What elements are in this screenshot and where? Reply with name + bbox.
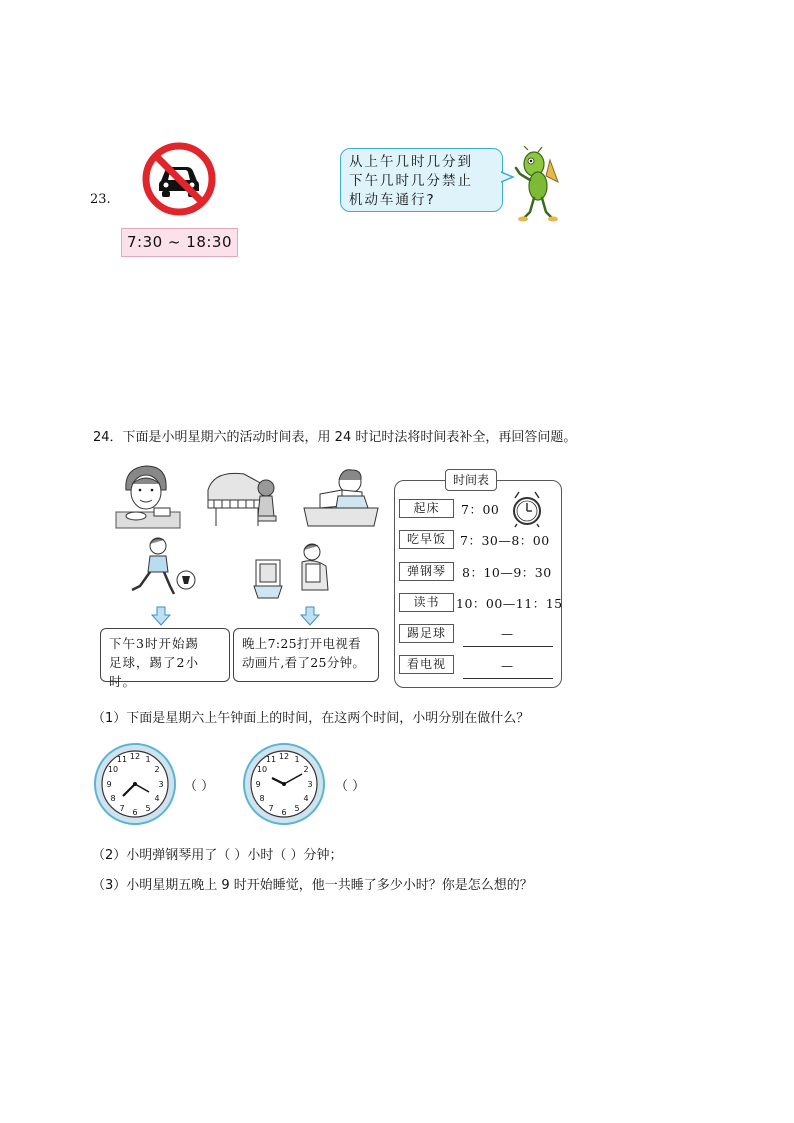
schedule-time-wake: 7：00 — [461, 502, 500, 517]
clock-face-icon — [93, 742, 177, 826]
svg-text:7: 7 — [268, 804, 274, 813]
football-child-illustration-icon — [128, 536, 198, 598]
speech-line-1: 从上午几时几分到 — [349, 154, 473, 170]
svg-text:10: 10 — [256, 765, 268, 774]
schedule-label-reading: 读书 — [399, 593, 454, 612]
piano-child-illustration-icon — [204, 464, 284, 528]
eating-child-illustration-icon — [114, 460, 182, 530]
svg-text:6: 6 — [281, 808, 287, 817]
svg-text:11: 11 — [116, 755, 128, 764]
svg-text:5: 5 — [294, 804, 300, 813]
schedule-title: 时间表 — [445, 469, 497, 491]
clock-2-answer-blank[interactable]: （ ） — [335, 779, 366, 794]
schedule-label-breakfast: 吃早饭 — [399, 530, 454, 549]
football-info-box — [100, 628, 230, 689]
svg-text:12: 12 — [278, 752, 290, 761]
schedule-time-tv: — — [501, 659, 513, 673]
svg-text:6: 6 — [132, 808, 138, 817]
down-arrow-icon — [300, 606, 320, 626]
schedule-label-wake: 起床 — [399, 499, 454, 518]
speech-line-3: 机动车通行? — [349, 192, 436, 208]
football-answer-line[interactable] — [463, 645, 553, 647]
svg-text:2: 2 — [303, 765, 309, 774]
svg-text:9: 9 — [106, 780, 112, 789]
football-info-line-2: 足球，踢了2小时。 — [109, 655, 199, 689]
reading-child-illustration-icon — [302, 464, 382, 530]
clock-1-answer-blank[interactable]: （ ） — [184, 779, 215, 794]
svg-text:4: 4 — [303, 794, 309, 803]
question-24-title: 24．下面是小明星期六的活动时间表，用 24 时记时法将时间表补全，再回答问题。 — [93, 430, 577, 445]
speech-bubble — [340, 148, 503, 212]
svg-text:10: 10 — [107, 765, 119, 774]
schedule-time-reading: 10：00—11：15 — [456, 596, 563, 611]
sub-question-3: （3）小明星期五晚上 9 时开始睡觉，他一共睡了多少小时？你是怎么想的？ — [92, 878, 533, 893]
no-vehicle-sign-icon — [141, 141, 217, 217]
svg-text:8: 8 — [259, 794, 265, 803]
schedule-time-piano: 8：10—9：30 — [462, 565, 552, 580]
svg-text:11: 11 — [265, 755, 277, 764]
tv-child-illustration-icon — [252, 540, 348, 600]
question-23-number: 23. — [90, 192, 111, 207]
football-info-line-1: 下午3时开始踢 — [109, 636, 199, 651]
svg-text:4: 4 — [154, 794, 160, 803]
svg-text:3: 3 — [158, 780, 164, 789]
alarm-clock-icon — [509, 490, 545, 528]
svg-text:3: 3 — [307, 780, 313, 789]
schedule-label-tv: 看电视 — [399, 655, 454, 674]
svg-text:5: 5 — [145, 804, 151, 813]
schedule-time-football: — — [501, 627, 513, 641]
svg-text:2: 2 — [154, 765, 160, 774]
schedule-label-piano: 弹钢琴 — [399, 562, 454, 581]
tv-info-line-1: 晚上7:25打开电视看 — [242, 636, 361, 651]
svg-text:1: 1 — [294, 755, 300, 764]
schedule-label-football: 踢足球 — [399, 624, 454, 643]
time-range-label: 7:30 ~ 18:30 — [121, 228, 238, 257]
tv-info-line-2: 动画片,看了25分钟。 — [242, 655, 366, 670]
grasshopper-character-icon — [512, 146, 562, 224]
svg-text:8: 8 — [110, 794, 116, 803]
svg-text:12: 12 — [129, 752, 141, 761]
tv-answer-line[interactable] — [463, 677, 553, 679]
schedule-time-breakfast: 7：30—8：00 — [460, 533, 550, 548]
down-arrow-icon — [151, 606, 171, 626]
clock-face-icon — [242, 742, 326, 826]
svg-text:1: 1 — [145, 755, 151, 764]
svg-text:7: 7 — [119, 804, 125, 813]
svg-text:9: 9 — [255, 780, 261, 789]
speech-line-2: 下午几时几分禁止 — [349, 173, 473, 189]
sub-question-2: （2）小明弹钢琴用了（ ）小时（ ）分钟； — [92, 848, 343, 863]
tv-info-box — [233, 628, 379, 682]
sub-question-1: （1）下面是星期六上午钟面上的时间，在这两个时间，小明分别在做什么？ — [92, 711, 530, 726]
